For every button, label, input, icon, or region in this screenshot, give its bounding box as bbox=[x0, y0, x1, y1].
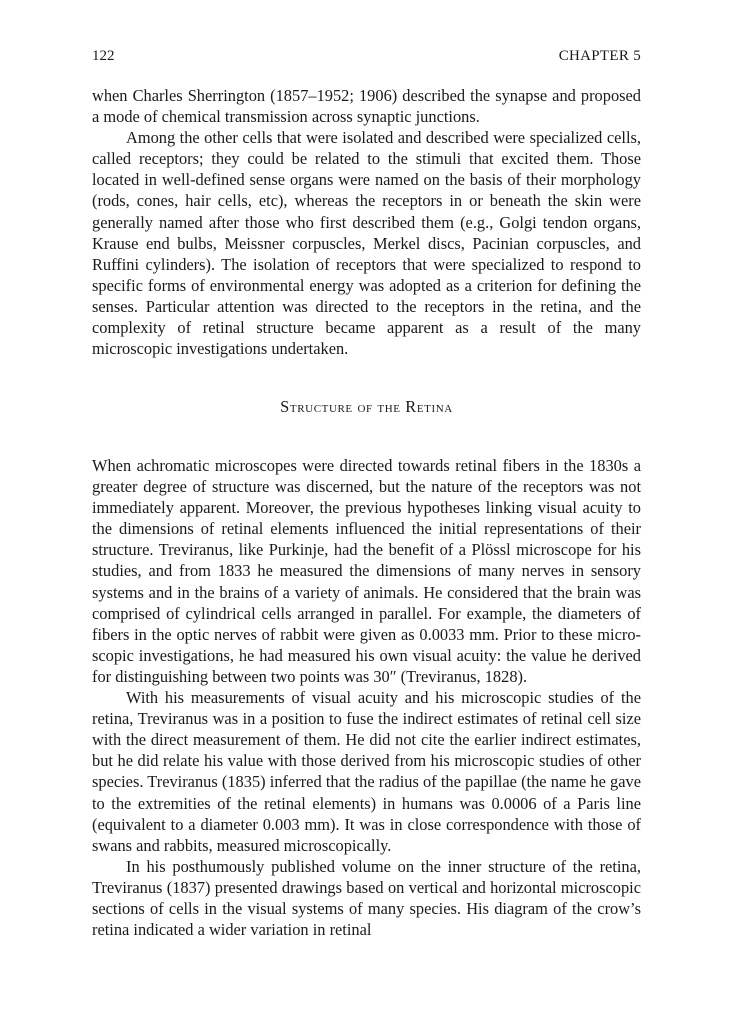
paragraph: In his posthumously published volume on the inner structure of the retina, Treviranus (1837) presented drawings based on vertical and horizontal microscopic sections of cells in the visual systems of many species. His diagram of the crow’s retina indicated a wider variation in retinal bbox=[92, 856, 641, 940]
paragraph: With his measurements of visual acuity and his microscopic studies of the retina, Treviranus was in a position to fuse the indirect estimates of retinal cell size with the direct measurement of them. He did not cite the earlier indirect estimates, but he did relate his value with those derived from his microscopic studies of other species. Treviranus (1835) inferred that the radius of the papillae (the name he gave to the extremities of the retinal elements) in humans was 0.0006 of a Paris line (equivalent to a diameter 0.003 mm). It was in close correspondence with those of swans and rabbits, measured microscopically. bbox=[92, 688, 641, 855]
section-body-text bbox=[92, 455, 641, 940]
body-text bbox=[92, 85, 641, 359]
paragraph: Among the other cells that were isolated and described were specialized cells, called receptors; they could be related to the stimuli that excited them. Those located in well-defined sense organs were named on the basis of their morphology (rods, cones, hair cells, etc), whereas the receptors in or beneath the skin were generally named after those who first described them (e.g., Golgi tendon organs, Krause end bulbs, Meissner corpuscles, Merkel discs, Pacinian corpuscles, and Ruffini cylinders). The isolation of receptors that were specialized to respond to specific forms of environmental energy was adopted as a criterion for defining the senses. Particular attention was directed to the receptors in the retina, and the complexity of retinal structure became apparent as a result of the many microscopic investigations undertaken. bbox=[92, 128, 641, 359]
section-heading: Structure of the Retina bbox=[280, 397, 453, 416]
paragraph: when Charles Sherrington (1857–1952; 1906) described the synapse and proposed a mode of chemical transmission across synaptic junctions. bbox=[92, 86, 641, 127]
page-number: 122 bbox=[92, 48, 115, 64]
running-head bbox=[92, 48, 641, 68]
paragraph: When achromatic microscopes were directed towards retinal fibers in the 1830s a greater degree of structure was discerned, but the nature of the receptors was not immediately apparent. Moreover, the previous hypotheses linking visual acuity to the dimensions of retinal elements influenced the initial representations of their structure. Treviranus, like Purkinje, had the benefit of a Plössl microscope for his studies, and from 1833 he measured the dimensions of many nerves in sensory systems and in the brains of a variety of animals. He considered that the brain was comprised of cylindrical cells arranged in parallel. For example, the diameters of fibers in the optic nerves of rabbit were given as 0.0033 mm. Prior to these microscopic investigations, he had measured his own visual acuity: the value he derived for distinguishing between two points was 30″ (Treviranus, 1828). bbox=[92, 456, 641, 686]
chapter-label: CHAPTER 5 bbox=[558, 48, 641, 64]
